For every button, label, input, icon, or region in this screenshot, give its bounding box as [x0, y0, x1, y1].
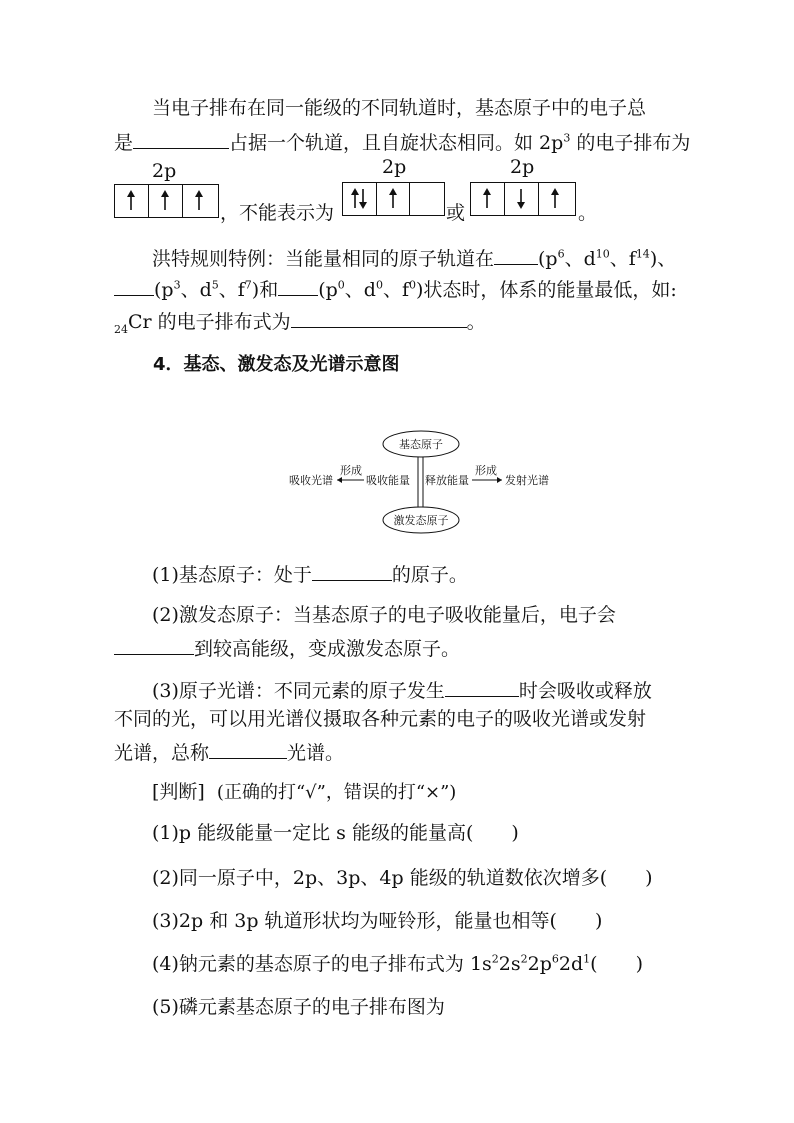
orbital-label-2p: 2p	[382, 156, 407, 178]
hund-line-1: 当电子排布在同一能级的不同轨道时，基态原子中的电子总	[152, 97, 647, 119]
orbital-cell	[343, 183, 377, 215]
release-energy-label: 释放能量	[425, 474, 469, 487]
orbital-box-wrong-1	[342, 182, 445, 216]
absorb-energy-label: 吸收能量	[366, 474, 410, 487]
special-line-2: ($p^3$、$d^5$、$f^7$)和 ($p^0$、$d^0$、$f^0$)状态时，体系的能量最低，如:	[114, 275, 677, 302]
or-text: 或	[446, 202, 466, 224]
judge-q5: (5)磷元素基态原子的电子排布图为	[152, 996, 445, 1018]
up-arrow-icon	[471, 183, 503, 215]
absorb-spectrum-label: 吸收光谱	[289, 474, 333, 487]
orbital-label-2p: 2p	[152, 160, 177, 182]
excited-state-label: 激发态原子	[393, 514, 449, 527]
left-arrow-icon	[337, 477, 342, 483]
judge-q2: (2)同一原子中，2p、3p、4p 能级的轨道数依次增多( )	[152, 867, 653, 889]
cannot-text: ，不能表示为	[220, 202, 335, 224]
blank-field[interactable]	[494, 244, 538, 265]
up-down-arrow-icon	[343, 183, 375, 215]
blank-field[interactable]	[445, 676, 519, 697]
right-arrow-icon	[497, 477, 502, 483]
up-arrow-icon	[183, 185, 215, 217]
end-text: 。	[578, 202, 598, 224]
down-arrow-icon	[505, 183, 537, 215]
up-arrow-icon	[149, 185, 181, 217]
judge-q4: (4)钠元素的基态原子的电子排布式为 $1s^22s^22p^62d^1$( )	[152, 952, 643, 975]
blank-field[interactable]	[312, 560, 392, 581]
emit-spectrum-label: 发射光谱	[505, 474, 549, 487]
def-3-cont-1: 不同的光，可以用光谱仪摄取各种元素的电子的吸收光谱或发射	[114, 708, 647, 730]
orbital-cell	[539, 183, 573, 215]
def-3-cont-2: 光谱，总称 光谱。	[114, 738, 344, 765]
blank-field[interactable]	[114, 275, 154, 296]
def-2: (2)激发态原子：当基态原子的电子吸收能量后，电子会	[152, 604, 616, 626]
orbital-box-wrong-2	[470, 182, 576, 216]
judge-header: [判断] (正确的打“√”，错误的打“×”)	[152, 781, 457, 803]
form-label-left: 形成	[340, 464, 362, 477]
orbital-cell	[115, 185, 149, 217]
blank-field[interactable]	[291, 307, 467, 328]
orbital-cell	[377, 183, 411, 215]
ground-state-label: 基态原子	[399, 438, 443, 451]
ground-excited-spectrum-diagram	[0, 424, 794, 544]
up-arrow-icon	[377, 183, 409, 215]
def-2-cont: 到较高能级，变成激发态原子。	[114, 634, 460, 661]
blank-field[interactable]	[278, 275, 318, 296]
up-arrow-icon	[115, 185, 147, 217]
orbital-cell	[183, 185, 217, 217]
up-arrow-icon	[539, 183, 571, 215]
orbital-cell	[471, 183, 505, 215]
orbital-label-2p: 2p	[510, 156, 535, 178]
judge-q1: (1)p 能级能量一定比 s 能级的能量高( )	[152, 822, 519, 844]
section-4-title: 4．基态、激发态及光谱示意图	[153, 354, 400, 375]
orbital-cell	[149, 185, 183, 217]
form-label-right: 形成	[475, 464, 497, 477]
blank-field[interactable]	[133, 128, 229, 149]
special-line-1: 洪特规则特例：当能量相同的原子轨道在 ($p^6$、$d^{10}$、$f^{14}$)、	[152, 244, 676, 271]
def-3: (3)原子光谱：不同元素的原子发生 时会吸收或释放	[152, 676, 652, 703]
orbital-box-correct	[114, 184, 219, 218]
blank-field[interactable]	[114, 634, 194, 655]
orbital-cell	[505, 183, 539, 215]
special-line-3: $_{24}$Cr 的电子排布式为 。	[114, 307, 486, 334]
orbital-cell	[410, 183, 444, 215]
blank-field[interactable]	[209, 738, 287, 759]
hund-line-2: 是 占据一个轨道，且自旋状态相同。如 $2p^3$ 的电子排布为	[114, 128, 690, 155]
judge-q3: (3)2p 和 3p 轨道形状均为哑铃形，能量也相等( )	[152, 910, 603, 932]
def-1: (1)基态原子：处于 的原子。	[152, 560, 468, 587]
